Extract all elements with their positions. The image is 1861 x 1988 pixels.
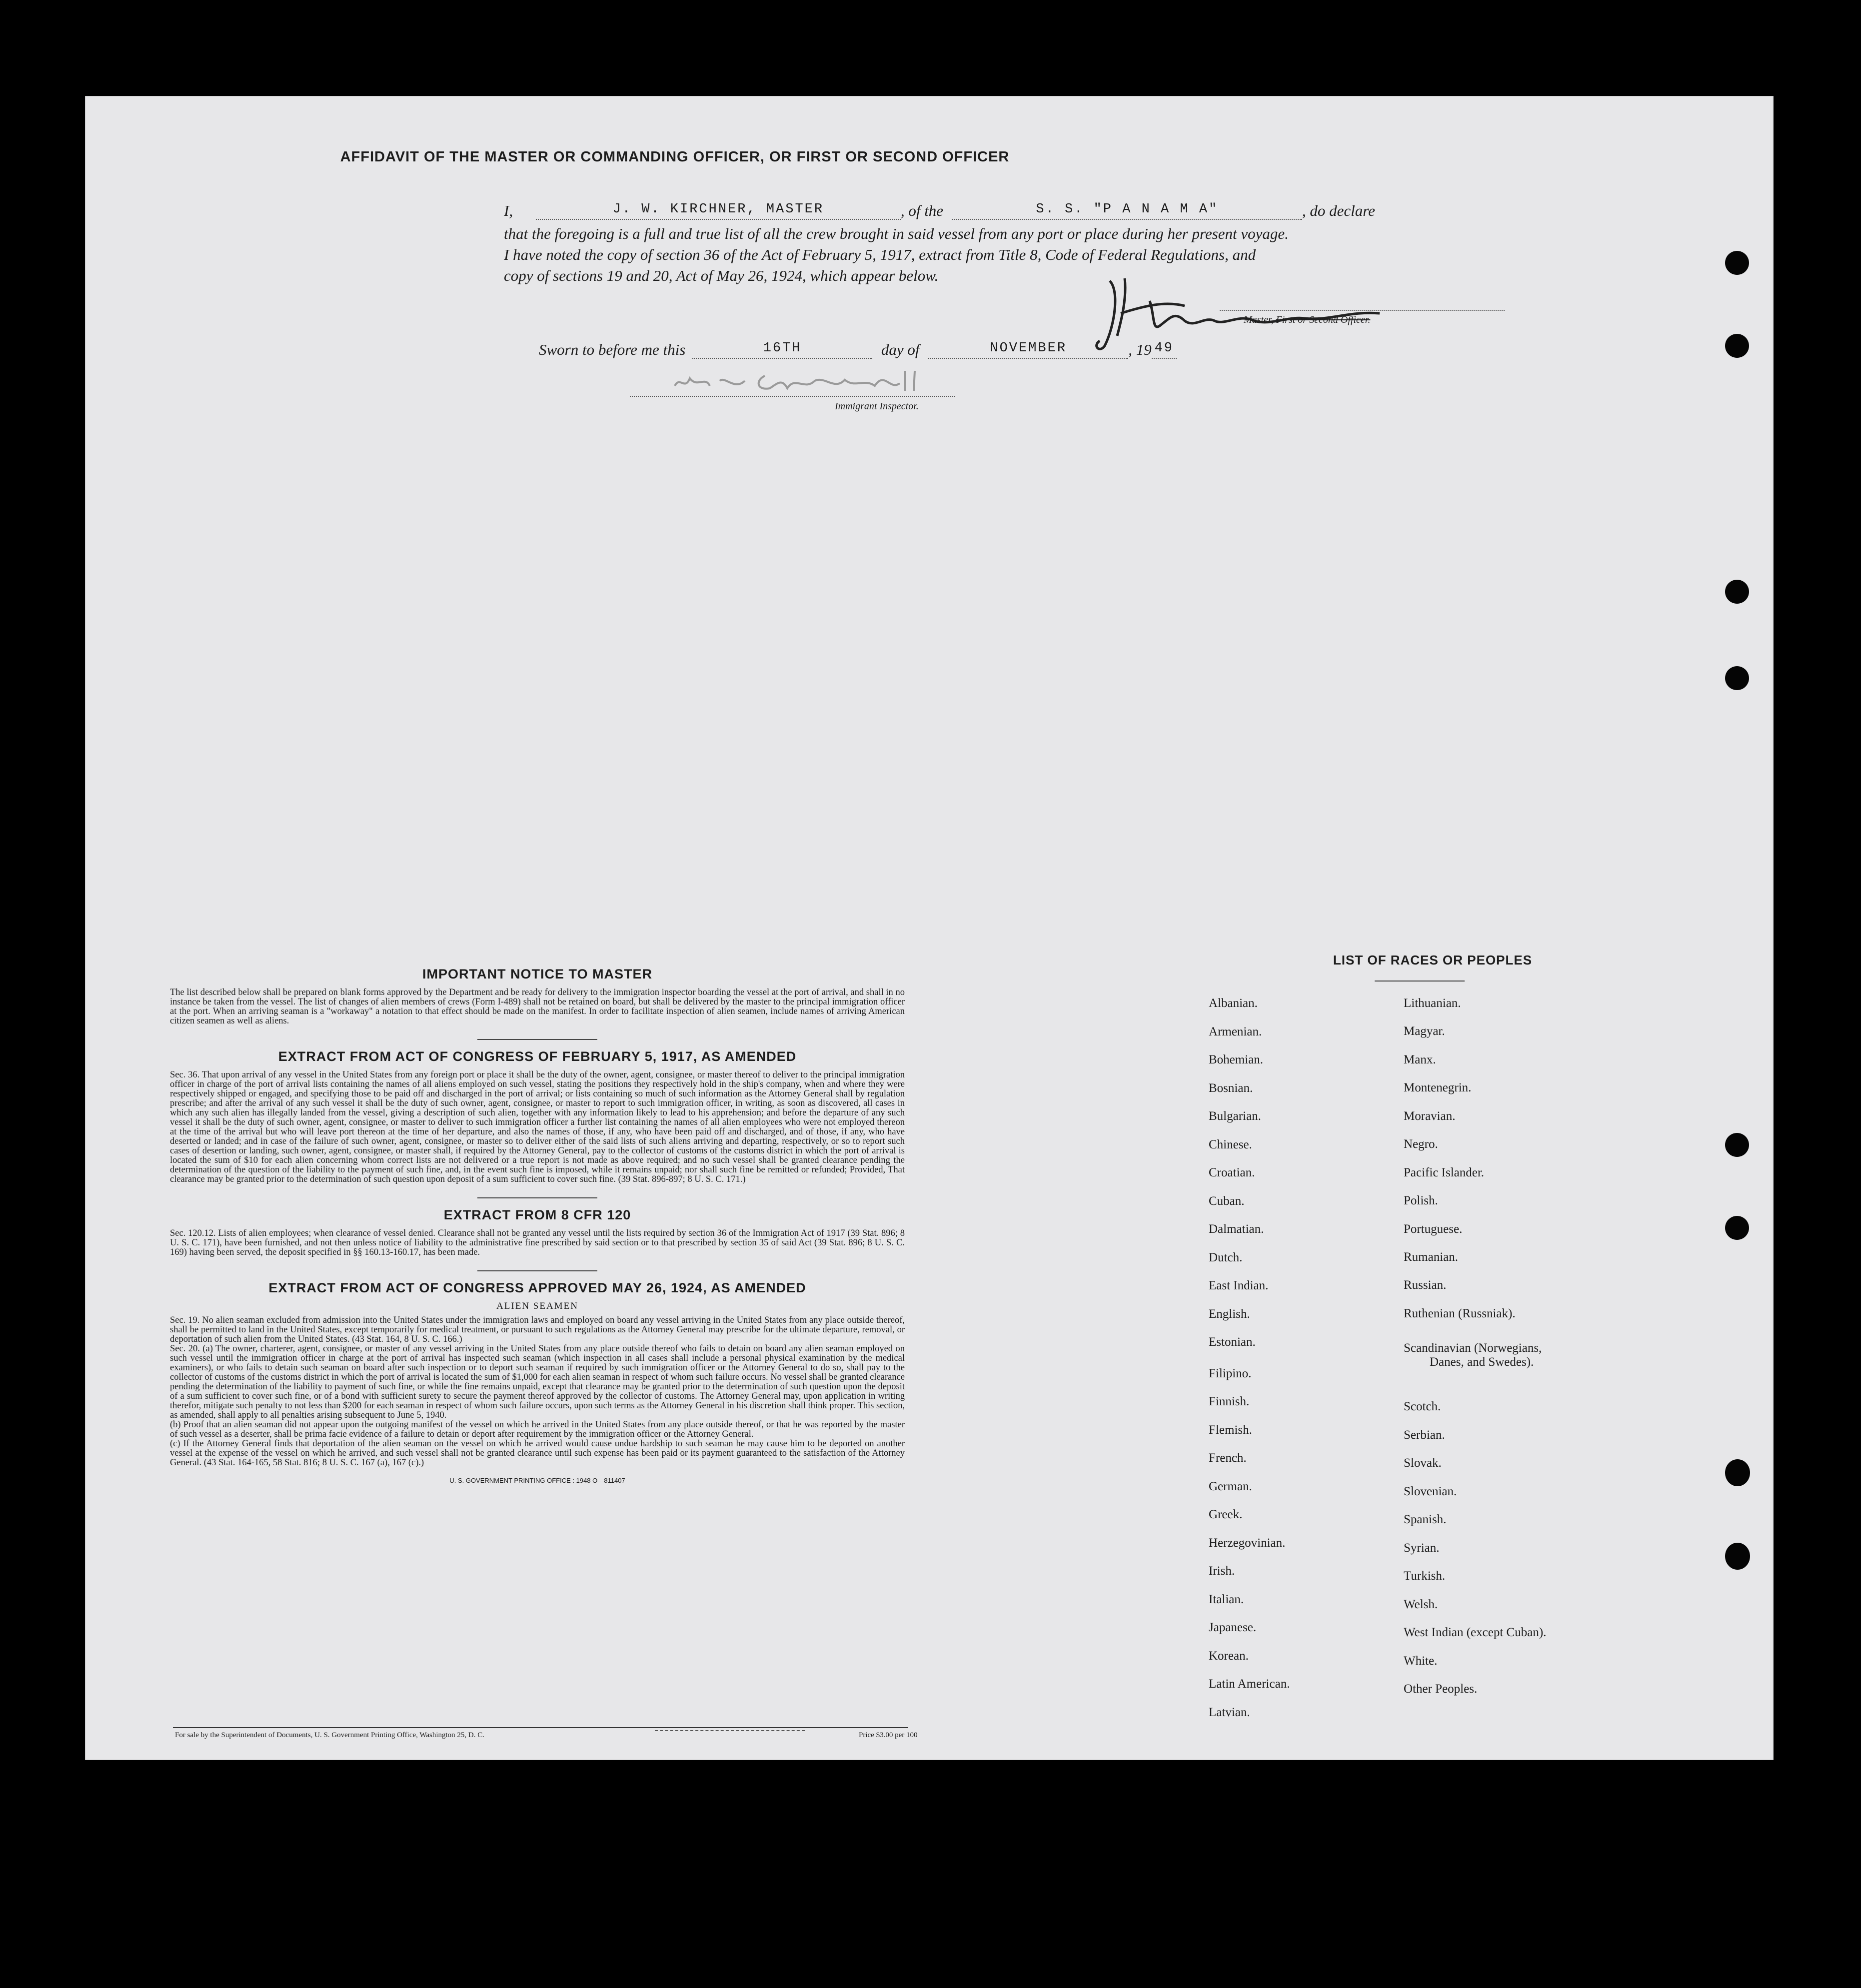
race-item: Polish. <box>1404 1194 1438 1207</box>
divider <box>477 1270 597 1271</box>
gpo-imprint: U. S. GOVERNMENT PRINTING OFFICE : 1948 O—811407 <box>449 1477 625 1484</box>
sec19-body: Sec. 19. No alien seaman excluded from admission into the United States under the immigration laws and employed on board any vessel arriving in the United States from any place outside thereof, shall be permitted to land in the United States, except temporarily for medical treatment, or pursuant to such regulations as the Attorney General may prescribe for the ultimate departure, removal, or deportation of such alien from the United States. (43 Stat. 164, 8 U. S. C. 166.) <box>170 1315 905 1344</box>
day-of-label: day of <box>881 341 920 358</box>
divider <box>477 1039 597 1040</box>
race-item: Lithuanian. <box>1404 996 1461 1010</box>
race-item: Slovak. <box>1404 1456 1442 1470</box>
notice-title: IMPORTANT NOTICE TO MASTER <box>422 967 652 982</box>
binder-hole <box>1725 1216 1749 1240</box>
race-item: Scotch. <box>1404 1400 1441 1413</box>
inspector-signature-line <box>630 396 955 397</box>
binder-hole <box>1725 1543 1750 1570</box>
footer-rule <box>173 1727 908 1728</box>
sworn-line <box>539 341 1177 359</box>
race-item: Slovenian. <box>1404 1485 1457 1498</box>
sec20a-body: Sec. 20. (a) The owner, charterer, agent, consignee, or master of any vessel arriving in the United States from any place outside thereof who fails to detain on board any alien seaman employed on such vessel until the immigration officer in charge at the port of arrival has inspected such seaman (which inspection in all cases shall include a personal physical examination by the medical examiners), or who fails to detain such seaman on board after such inspection or to deport such seaman if required by such immigration officer or the Attorney General to do so, shall pay to the collector of customs of the customs district in which the port of arrival is located the sum of $1,000 for each alien seaman in respect of whom such failure occurs. No vessel shall be granted clearance pending the determination of the liability to payment of such fine, or while the fine remains unpaid, except that clearance may be granted prior to the determination of such question upon the deposit of a sum sufficient to cover such fine, or of a bond with sufficient surety to secure the payment thereof approved by the collector of customs. The Attorney General may, upon application in writing therefor, mitigate such penalty to not less than $200 for each seaman in respect of whom such failure occurs, upon such terms as the Attorney General in his discretion shall think proper. This section, as amended, shall apply to all penalties arising subsequent to June 5, 1940. <box>170 1344 905 1420</box>
race-item: Danes, and Swedes). <box>1430 1355 1534 1369</box>
race-item: Albanian. <box>1209 996 1258 1010</box>
affidavit-line-2: that the foregoing is a full and true list of all the crew brought in said vessel from any port or place during her present voyage. <box>504 225 1289 242</box>
race-item: Cuban. <box>1209 1194 1245 1208</box>
race-item: Bulgarian. <box>1209 1109 1261 1123</box>
sworn-month-field: NOVEMBER <box>928 341 1128 359</box>
race-item: Latvian. <box>1209 1705 1250 1719</box>
inspector-caption: Immigrant Inspector. <box>835 401 919 412</box>
binder-hole <box>1725 334 1749 358</box>
races-title: LIST OF RACES OR PEOPLES <box>1333 953 1533 968</box>
binder-hole <box>1725 251 1749 275</box>
race-item: German. <box>1209 1479 1252 1493</box>
binder-hole <box>1725 1133 1749 1157</box>
race-item: Montenegrin. <box>1404 1081 1472 1094</box>
alien-seamen-subtitle: ALIEN SEAMEN <box>496 1301 578 1311</box>
extract-1917-title: EXTRACT FROM ACT OF CONGRESS OF FEBRUARY 5, 1917, AS AMENDED <box>278 1049 797 1064</box>
footer-dashes <box>655 1730 805 1731</box>
year-field: 49 <box>1152 341 1177 359</box>
race-item: West Indian (except Cuban). <box>1404 1626 1547 1639</box>
race-item: Latin American. <box>1209 1677 1290 1691</box>
race-item: French. <box>1209 1451 1247 1465</box>
race-item: Negro. <box>1404 1137 1438 1151</box>
race-item: Estonian. <box>1209 1335 1256 1349</box>
races-title-rule <box>1375 981 1465 982</box>
race-item: Croatian. <box>1209 1166 1255 1179</box>
race-item: Portuguese. <box>1404 1222 1463 1236</box>
race-item: Filipino. <box>1209 1366 1252 1380</box>
footer-sale-note: For sale by the Superintendent of Documents, U. S. Government Printing Office, Washington 25, D. C. <box>175 1731 484 1739</box>
vessel-name-field: S. S. "P A N A M A" <box>952 202 1302 220</box>
race-item: Magyar. <box>1404 1024 1445 1038</box>
race-item: Pacific Islander. <box>1404 1166 1485 1179</box>
binder-hole <box>1725 1459 1750 1486</box>
race-item: White. <box>1404 1654 1438 1668</box>
affidavit-line-4: copy of sections 19 and 20, Act of May 26, 1924, which appear below. <box>504 267 939 284</box>
inspector-signature <box>670 366 930 396</box>
race-item: English. <box>1209 1307 1250 1321</box>
race-item: Korean. <box>1209 1649 1249 1663</box>
race-item: Dalmatian. <box>1209 1222 1264 1236</box>
race-item: Serbian. <box>1404 1428 1445 1442</box>
of-the-label: , of the <box>900 202 944 219</box>
master-caption: Master, First or Second Officer. <box>1244 314 1371 325</box>
divider <box>477 1197 597 1198</box>
notice-body: The list described below shall be prepared on blank forms approved by the Department and be ready for delivery to the immigration inspector boarding the vessel at the port of arrival, and shall in no instance be taken from the vessel. The list of changes of alien members of crews (Form I-489) shall not be retained on board, but shall be delivered by the master to the principal immigration officer at the port. When an arriving seaman is a "workaway" a notation to that effect should be made on the manifest. In order to facilitate inspection of alien seamen, include names of arriving American citizen seamen as well as aliens. <box>170 988 905 1026</box>
affidavit-line-1 <box>504 202 1375 220</box>
race-item: Italian. <box>1209 1592 1244 1606</box>
race-item: Moravian. <box>1404 1109 1456 1123</box>
race-item: Scandinavian (Norwegians, <box>1404 1341 1542 1355</box>
footer-price: Price $3.00 per 100 <box>859 1731 918 1739</box>
year-label: , 19 <box>1128 341 1152 358</box>
race-item: Rumanian. <box>1404 1250 1459 1264</box>
extract-1917-body: Sec. 36. That upon arrival of any vessel in the United States from any foreign port or place it shall be the duty of the owner, agent, consignee, or master thereof to deliver to the principal immigration officer in charge of the port of arrival lists containing the names of all aliens employed on such vessel, stating the positions they respectively hold in the ship's company, when and where they were respectively shipped or engaged, and specifying those to be paid off and discharged in the port of arrival; or lists containing so much of such information as the Attorney General shall by regulation prescribe; and after the arrival of any such vessel it shall be the duty of such owner, agent, consignee, or master to report to such immigration officer, in writing, as soon as discovered, all cases in which any such alien has illegally landed from the vessel, giving a description of such alien, together with any information likely to lead to his apprehension; and before the departure of any such vessel it shall be the duty of such owner, agent, consignee, or master to deliver to such immigration officer a further list containing the names of all alien employees who were not employed thereon at the time of the arrival but who will leave port thereon at the time of her departure, and also the names of those, if any, who have been paid off and discharged, and of those, if any, who have deserted or landed; and in case of the failure of such owner, agent, consignee, or master so to deliver either of the said lists of such aliens arriving and departing, respectively, or so to report such cases of desertion or landing, such owner, agent, consignee, or master shall, if required by the Attorney General, pay to the collector of customs of the customs district in which the port of arrival is located the sum of $10 for each alien concerning whom correct lists are not delivered or a true report is not made as above required; and no such vessel shall be granted clearance pending the determination of the question of the liability to the payment of such fine, and, in the event such fine is imposed, while it remains unpaid; nor shall such fine be remitted or refunded; Provided, That clearance may be granted prior to the determination of such question upon deposit of a sum sufficient to cover such fine. (39 Stat. 896-897; 8 U. S. C. 171.) <box>170 1070 905 1184</box>
race-item: Welsh. <box>1404 1598 1438 1611</box>
binder-hole <box>1725 580 1749 604</box>
master-signature-line <box>1220 310 1505 311</box>
race-item: Chinese. <box>1209 1137 1252 1151</box>
race-item: Greek. <box>1209 1508 1243 1521</box>
extract-cfr-title: EXTRACT FROM 8 CFR 120 <box>443 1207 631 1222</box>
master-name-field: J. W. KIRCHNER, MASTER <box>536 202 901 220</box>
race-item: East Indian. <box>1209 1279 1269 1292</box>
race-item: Irish. <box>1209 1564 1235 1578</box>
race-item: Spanish. <box>1404 1513 1447 1526</box>
race-item: Armenian. <box>1209 1024 1262 1038</box>
form-page <box>85 96 1774 1760</box>
extract-cfr-body: Sec. 120.12. Lists of alien employees; when clearance of vessel denied. Clearance shall not be granted any vessel until the lists required by section 36 of the Immigration Act of 1917 (39 Stat. 896; 8 U. S. C. 171), have been furnished, and not then unless notice of liability to the administrative fine prescribed by said section or to that prescribed by section 35 of said Act (39 Stat. 896; 8 U. S. C. 169) having been served, the deposit specified in §§ 160.13-160.17, has been made. <box>170 1228 905 1257</box>
race-item: Dutch. <box>1209 1250 1243 1264</box>
extract-1924-title: EXTRACT FROM ACT OF CONGRESS APPROVED MAY 26, 1924, AS AMENDED <box>268 1280 806 1295</box>
race-item: Turkish. <box>1404 1569 1446 1583</box>
race-item: Bosnian. <box>1209 1081 1253 1095</box>
binder-hole <box>1725 666 1749 690</box>
sec20b-body: (b) Proof that an alien seaman did not appear upon the outgoing manifest of the vessel on which he arrived in the United States from any place outside thereof, or that he was reported by the master of such vessel as a deserter, shall be prima facie evidence of a failure to detain or deport after requirement by the immigration officer or the Attorney General. <box>170 1420 905 1439</box>
race-item: Finnish. <box>1209 1395 1250 1408</box>
affidavit-line-3: I have noted the copy of section 36 of the Act of February 5, 1917, extract from Title 8, Code of Federal Regulations, and <box>504 246 1256 263</box>
race-item: Manx. <box>1404 1053 1436 1066</box>
i-label: I, <box>504 202 513 219</box>
sworn-day-field: 16TH <box>692 341 872 359</box>
race-item: Flemish. <box>1209 1423 1252 1437</box>
sec20c-body: (c) If the Attorney General finds that deportation of the alien seaman on the vessel on which he arrived would cause undue hardship to such seaman he may cause him to be deported on another vessel at the expense of the vessel on which he arrived, and such vessel shall not be granted clearance until such expense has been paid or its payment guaranteed to the satisfaction of the Attorney General. (43 Stat. 164-165, 58 Stat. 816; 8 U. S. C. 167 (a), 167 (c).) <box>170 1439 905 1468</box>
race-item: Japanese. <box>1209 1621 1257 1634</box>
do-declare-label: , do declare <box>1302 202 1375 219</box>
race-item: Herzegovinian. <box>1209 1536 1286 1550</box>
race-item: Ruthenian (Russniak). <box>1404 1307 1516 1320</box>
affidavit-title: AFFIDAVIT OF THE MASTER OR COMMANDING OFFICER, OR FIRST OR SECOND OFFICER <box>340 149 1010 165</box>
race-item: Syrian. <box>1404 1541 1440 1555</box>
notice-column <box>170 967 905 1484</box>
race-item: Other Peoples. <box>1404 1682 1478 1696</box>
race-item: Bohemian. <box>1209 1053 1264 1066</box>
race-item: Russian. <box>1404 1278 1447 1292</box>
sworn-label: Sworn to before me this <box>539 341 686 358</box>
